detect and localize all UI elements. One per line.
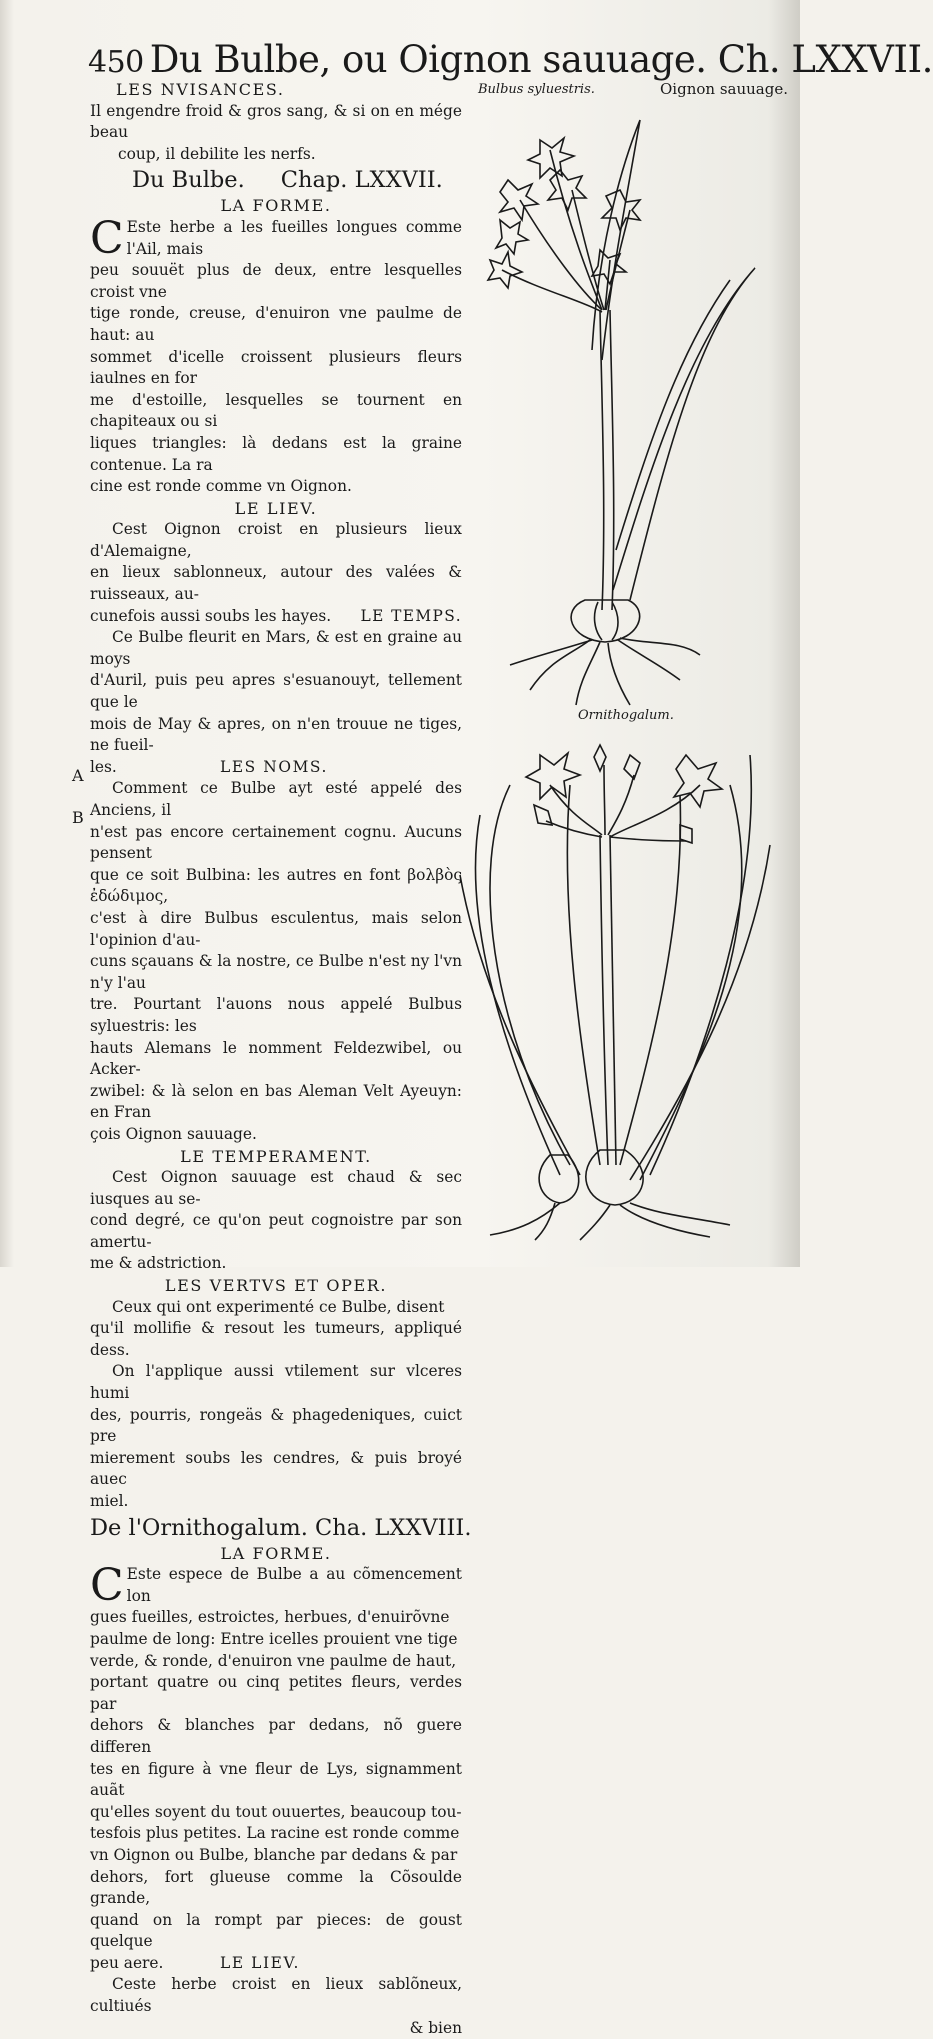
temps-line-4-row [90,757,462,779]
vertus-b-line-2: des, pourris, rongeäs & phagedeniques, cuict pre [90,1405,462,1446]
noms-line-2: n'est pas encore certainement cognu. Aucuns pensent [90,822,462,863]
section-title-temperament: LE TEMPERAMENT. [180,1146,372,1166]
temps-line-4: les. [90,757,117,776]
section-title-lieu-2: LE LIEV. [220,1953,300,1972]
running-head [88,38,933,85]
noms-line-5: cuns sçauans & la nostre, ce Bulbe n'est ny l'vn n'y l'au [90,952,462,992]
vertus-b-line-1: On l'applique aussi vtilement sur vlceres humi [90,1362,462,1403]
noms-line-7: hauts Alemans le nomment Feldezwibel, ou Acker- [90,1038,462,1079]
forme-2-line-5: portant quatre ou cinq petites fleurs, verdes par [90,1673,462,1713]
temps-line-3: mois de May & apres, on n'en trouue ne tiges, ne fueil- [90,714,462,755]
vertus-b-line-4: miel. [90,1492,129,1510]
lieu-2-line-1: Ceste herbe croist en lieux sablõneux, cultiués [90,1975,462,2016]
temps-line-1: Ce Bulbe fleurit en Mars, & est en graine au moys [90,628,462,668]
lieu-1-line-2: en lieux sablonneux, autour des valées & ruisseaux, au- [90,563,462,604]
lieu-1-line-1: Cest Oignon croist en plusieurs lieux d'Alemaigne, [90,520,462,560]
forme-2-line-11: dehors, fort glueuse comme la Cõsoulde grande, [90,1867,462,1908]
drop-cap: C [90,212,124,264]
flower-cluster [488,138,640,312]
chapter-77-number: Chap. LXXVII. [280,167,443,194]
forme-1-line-3: tige ronde, creuse, d'enuiron vne paulme de haut: au [90,304,462,344]
forme-2-line-1: Este espece de Bulbe a au cõmencement lon [126,1565,462,1605]
vertus-a-line-2: qu'il mollifie & resout les tumeurs, appliqué dess. [90,1319,462,1359]
lieu-1-line-3-row [90,606,462,628]
chapter-78-heading: De l'Ornithogalum. Cha. LXXVIII. [90,1514,472,1541]
temperament-line-2: cond degré, ce qu'on peut cognoistre par son amertu- [90,1211,462,1251]
figure-1-french-label: Oignon sauuage. [660,80,788,98]
chapter-77-heading [90,165,462,195]
forme-1-line-6: liques triangles: là dedans est la graine contenue. La ra [90,433,462,474]
running-title: Du Bulbe, ou Oignon sauuage. Ch. LXXVII. [149,38,933,81]
temperament-line-3: me & adstriction. [90,1254,227,1273]
forme-paragraph-1 [90,212,462,498]
vertus-b-line-3: mierement soubs les cendres, & puis broyé auec [90,1448,462,1489]
forme-2-line-13-row [90,1953,462,1975]
forme-2-line-4: verde, & ronde, d'enuiron vne paulme de haut, [90,1651,457,1670]
woodcut-ornithogalum [450,725,780,1245]
forme-paragraph-2 [90,1560,462,1974]
forme-2-line-12: quand on la rompt par pieces: de goust quelque [90,1910,462,1951]
woodcut-bulbus-syluestris [480,110,770,710]
section-title-nuisances: LES NVISANCES. [116,80,285,99]
marginal-letter-a: A [72,766,84,785]
text-column [90,79,472,2039]
temperament-line-1: Cest Oignon sauuage est chaud & sec iusques au se- [90,1168,462,1208]
forme-2-line-13: peu aere. [90,1953,164,1972]
forme-2-line-3: paulme de long: Entre icelles prouient vne tige [90,1629,458,1648]
noms-line-1: Comment ce Bulbe ayt esté appelé des Anciens, il [90,779,462,819]
figure-2-label: Ornithogalum. [578,708,674,723]
temps-line-2: d'Auril, puis peu apres s'esuanouyt, tellement que le [90,671,462,712]
page-number: 450 [88,45,144,80]
forme-2-line-10: vn Oignon ou Bulbe, blanche par dedans & par [90,1845,458,1864]
lieu-2-line-2: & bien [409,2018,462,2037]
forme-2-line-6: dehors & blanches par dedans, nõ guere differen [90,1716,462,1756]
section-title-forme-1: LA FORME. [220,196,332,216]
forme-2-line-7: tes en figure à vne fleur de Lys, signamment auãt [90,1759,462,1800]
bleed-through-mark [797,690,801,703]
forme-1-line-1: Este herbe a les fueilles longues comme l'Ail, mais [126,217,462,258]
section-title-temps: LE TEMPS. [360,606,462,625]
flower-cluster [526,745,722,843]
forme-1-line-7: cine est ronde comme vn Oignon. [90,477,352,496]
forme-2-line-8: qu'elles soyent du tout ouuertes, beaucoup tou- [90,1802,462,1821]
forme-2-line-2: gues fueilles, estroictes, herbues, d'enuirõvne [90,1608,450,1627]
drop-cap: C [90,1560,124,1612]
chapter-77-title: Du Bulbe. [132,167,245,194]
forme-1-line-5: me d'estoille, lesquelles se tournent en chapiteaux ou si [90,390,462,431]
nuisances-line-2: coup, il debilite les nerfs. [118,144,316,163]
nuisances-line-1: Il engendre froid & gros sang, & si on en mége beau [90,101,462,142]
forme-1-line-4: sommet d'icelle croissent plusieurs fleurs iaulnes en for [90,347,462,388]
section-title-lieu-1: LE LIEV. [234,498,318,518]
forme-2-line-9: tesfois plus petites. La racine est ronde comme [90,1824,460,1843]
noms-line-3: que ce soit Bulbina: les autres en font βολβὸς ἐδώδιμος, [90,865,462,906]
noms-line-8: zwibel: & là selon en bas Aleman Velt Ayeuyn: en Fran [90,1081,462,1122]
lieu-1-line-3: cunefois aussi soubs les hayes. [90,606,332,625]
section-title-forme-2: LA FORME. [220,1543,332,1563]
section-title-vertus: LES VERTVS ET OPER. [164,1276,388,1296]
noms-line-4: c'est à dire Bulbus esculentus, mais selon l'opinion d'au- [90,908,462,949]
section-title-noms: LES NOMS. [220,757,329,776]
noms-line-9: çois Oignon sauuage. [90,1124,257,1143]
noms-line-6: tre. Pourtant l'auons nous appelé Bulbus syluestris: les [90,995,462,1035]
vertus-a-line-1: Ceux qui ont experimenté ce Bulbe, disent [112,1297,445,1316]
forme-1-line-2: peu souuët plus de deux, entre lesquelles croist vne [90,261,462,301]
marginal-letter-b: B [72,808,84,827]
figure-1-latin-label: Bulbus syluestris. [478,82,595,97]
